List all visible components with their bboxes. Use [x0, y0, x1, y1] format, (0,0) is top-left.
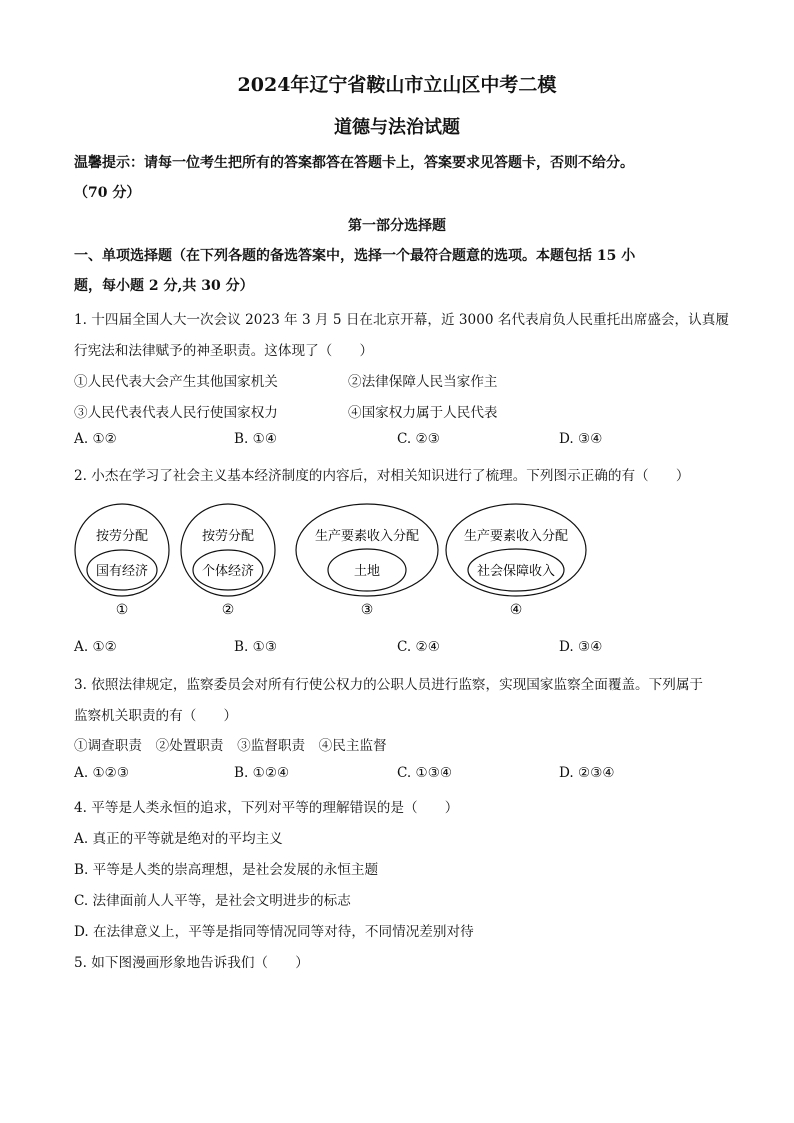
outer-label: 按劳分配: [201, 529, 255, 544]
q4-choice-b[interactable]: B. 平等是人类的崇高理想，是社会发展的永恒主题: [74, 862, 379, 878]
q2-diagram-1: [75, 504, 169, 618]
exam-title: 2024年辽宁省鞍山市立山区中考二模: [237, 74, 557, 96]
tip-line-2: （70 分）: [74, 185, 141, 201]
diagram-number: ③: [360, 602, 374, 618]
q4-stem-1: 4. 平等是人类永恒的追求，下列对平等的理解错误的是（ ）: [74, 800, 459, 816]
q1-option-c[interactable]: C. ②③: [397, 431, 440, 447]
q2-option-a[interactable]: A. ①②: [74, 639, 117, 655]
q1-option-b[interactable]: B. ①④: [234, 431, 278, 447]
q4-choice-a[interactable]: A. 真正的平等就是绝对的平均主义: [74, 831, 283, 847]
diagram-number: ②: [221, 602, 235, 618]
q2-diagram-set: [0, 500, 794, 625]
q3-stem-2: 监察机关职责的有（ ）: [74, 708, 238, 724]
q3-statements: ①调查职责 ②处置职责 ③监督职责 ④民主监督: [74, 738, 387, 754]
outer-label: 生产要素收入分配: [314, 529, 420, 544]
part-title: 第一部分选择题: [348, 218, 446, 234]
q3-option-c[interactable]: C. ①③④: [397, 765, 453, 781]
outer-label: 生产要素收入分配: [463, 529, 569, 544]
q2-diagram-2: [181, 504, 275, 618]
q1-statement-1: ①人民代表大会产生其他国家机关: [74, 374, 278, 390]
tip-line-1: 温馨提示：请每一位考生把所有的答案都答在答题卡上，答案要求见答题卡，否则不给分。: [74, 155, 634, 171]
q2-diagram-3: [296, 504, 438, 618]
q3-option-b[interactable]: B. ①②④: [234, 765, 290, 781]
q4-choice-c[interactable]: C. 法律面前人人平等，是社会文明进步的标志: [74, 893, 351, 909]
inner-label: 国有经济: [95, 564, 149, 579]
inner-label: 社会保障收入: [476, 564, 556, 579]
inner-label: 土地: [353, 564, 381, 579]
q1-option-d[interactable]: D. ③④: [559, 431, 603, 447]
outer-label: 按劳分配: [95, 529, 149, 544]
q1-statement-4: ④国家权力属于人民代表: [348, 405, 498, 421]
q4-choice-d[interactable]: D. 在法律意义上，平等是指同等情况同等对待，不同情况差别对待: [74, 924, 474, 940]
exam-subtitle: 道德与法治试题: [334, 117, 460, 138]
outer-circle: [446, 504, 586, 596]
q2-option-c[interactable]: C. ②④: [397, 639, 440, 655]
q1-stem-1: 1. 十四届全国人大一次会议 2023 年 3 月 5 日在北京开幕，近 3000 名代表肩负人民重托出席盛会，认真履: [74, 312, 729, 328]
q2-stem-1: 2. 小杰在学习了社会主义基本经济制度的内容后，对相关知识进行了梳理。下列图示正确的有（ ）: [74, 468, 690, 484]
diagram-number: ④: [509, 602, 523, 618]
q2-option-b[interactable]: B. ①③: [234, 639, 278, 655]
diagram-number: ①: [115, 602, 129, 618]
q2-diagram-4: [446, 504, 586, 618]
q1-statement-2: ②法律保障人民当家作主: [348, 374, 498, 390]
section-intro-1: 一、单项选择题（在下列各题的备选答案中，选择一个最符合题意的选项。本题包括 15 小: [74, 248, 636, 264]
q3-option-d[interactable]: D. ②③④: [559, 765, 615, 781]
q1-stem-2: 行宪法和法律赋予的神圣职责。这体现了（ ）: [74, 343, 374, 359]
q1-option-a[interactable]: A. ①②: [74, 431, 117, 447]
q1-statement-3: ③人民代表代表人民行使国家权力: [74, 405, 278, 421]
q2-option-d[interactable]: D. ③④: [559, 639, 603, 655]
q3-option-a[interactable]: A. ①②③: [74, 765, 130, 781]
q5-stem-1: 5. 如下图漫画形象地告诉我们（ ）: [74, 955, 309, 971]
q3-stem-1: 3. 依照法律规定，监察委员会对所有行使公权力的公职人员进行监察，实现国家监察全面覆盖。下列属于: [74, 677, 704, 693]
outer-circle: [296, 504, 438, 596]
section-intro-2: 题，每小题 2 分,共 30 分）: [74, 278, 254, 294]
inner-label: 个体经济: [201, 564, 255, 579]
